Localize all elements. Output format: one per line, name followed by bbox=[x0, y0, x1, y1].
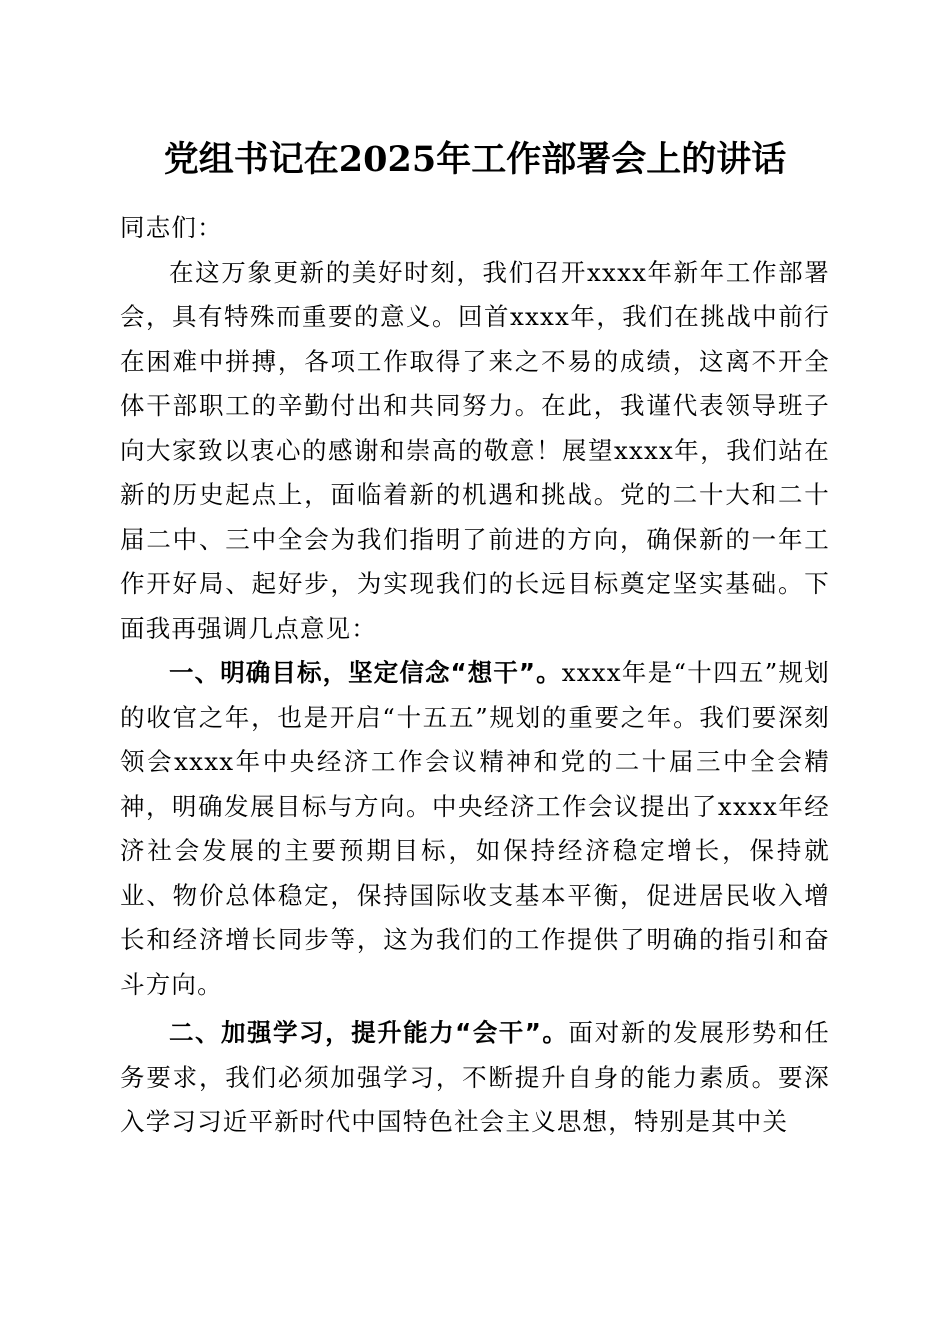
paragraph-intro bbox=[120, 251, 830, 652]
document-body bbox=[120, 206, 830, 1145]
paragraph-text: 在这万象更新的美好时刻，我们召开xxxx年新年工作部署会，具有特殊而重要的意义。回首xxxx年，我们在挑战中前行在困难中拼搏，各项工作取得了来之不易的成绩，这离不开全体干部职工的辛勤付出和共同努力。在此，我谨代表领导班子向大家致以衷心的感谢和崇高的敬意！展望xxxx年，我们站在新的历史起点上，面临着新的机遇和挑战。党的二十大和二十届二中、三中全会为我们指明了前进的方向，确保新的一年工作开好局、起好步，为实现我们的长远目标奠定坚实基础。下面我再强调几点意见： bbox=[120, 257, 830, 643]
paragraph-text: xxxx年是“十四五”规划的收官之年，也是开启“十五五”规划的重要之年。我们要深刻领会xxxx年中央经济工作会议精神和党的二十届三中全会精神，明确发展目标与方向。中央经济工作会议提出了xxxx年经济社会发展的主要预期目标，如保持经济稳定增长，保持就业、物价总体稳定，保持国际收支基本平衡，促进居民收入增长和经济增长同步等，这为我们的工作提供了明确的指引和奋斗方向。 bbox=[120, 658, 831, 999]
document-title: 党组书记在2025年工作部署会上的讲话 bbox=[163, 139, 787, 180]
salutation: 同志们： bbox=[120, 213, 223, 242]
section-heading: 一、明确目标，坚定信念“想干”。 bbox=[169, 658, 562, 687]
paragraph-point-2 bbox=[120, 1011, 830, 1145]
paragraph-text: 面对新的发展形势和任务要求，我们必须加强学习，不断提升自身的能力素质。要深入学习习近平新时代中国特色社会主义思想，特别是其中关 bbox=[120, 1018, 831, 1136]
section-heading: 二、加强学习，提升能力“会干”。 bbox=[169, 1018, 569, 1047]
paragraph-point-1 bbox=[120, 651, 830, 1007]
